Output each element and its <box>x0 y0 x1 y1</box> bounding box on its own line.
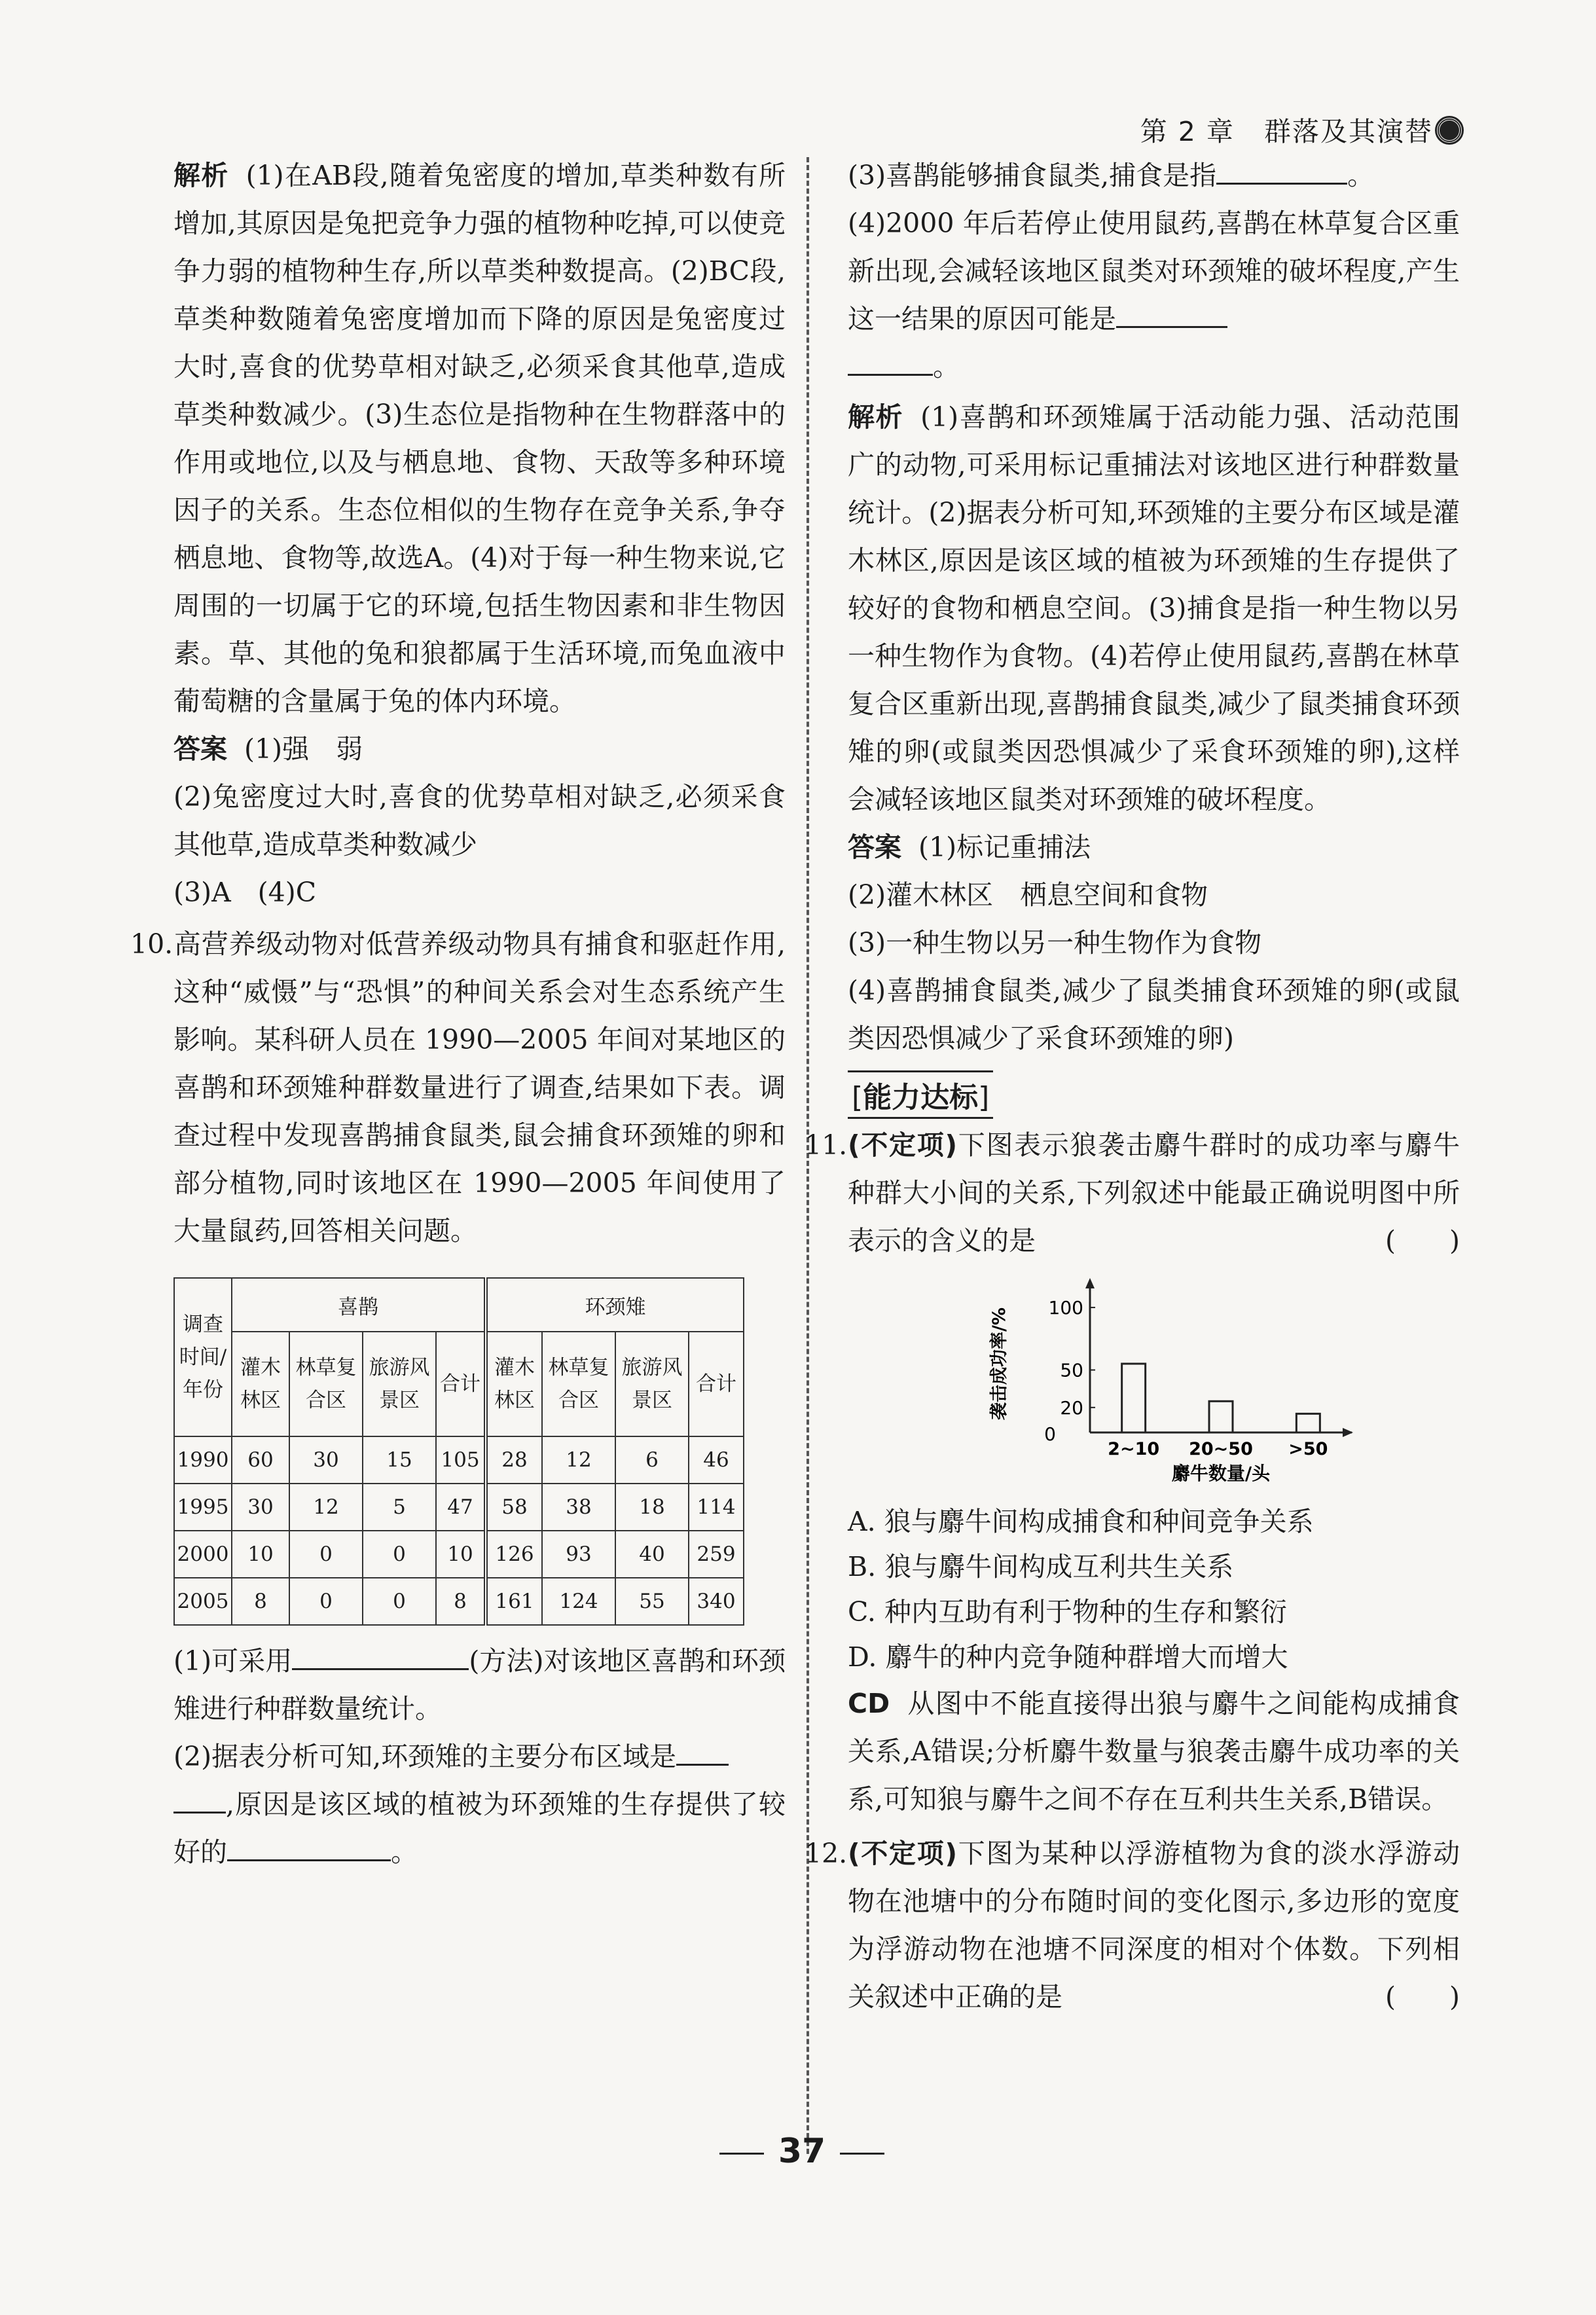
table-row: 1995 30 12 5 47 58 38 18 114 <box>174 1484 744 1531</box>
section-heading: [能力达标] <box>848 1070 993 1119</box>
q10-answer-line3: (3)一种生物以另一种生物作为食物 <box>848 927 1262 958</box>
subheader: 林草复合区 <box>289 1332 363 1436</box>
x-tick-label: >50 <box>1288 1439 1328 1459</box>
table-row: 1990 60 30 15 105 28 12 6 46 <box>174 1436 744 1484</box>
subheader: 合计 <box>689 1332 744 1436</box>
y-tick-label: 50 <box>1060 1359 1083 1381</box>
q9-answer-line2: (2)兔密度过大时,喜食的优势草相对缺乏,必须采食其他草,造成草类种数减少 <box>173 781 786 860</box>
subheader: 旅游风景区 <box>363 1332 436 1436</box>
q9-answer-line3: (3)A (4)C <box>173 877 317 908</box>
answer-blank[interactable] <box>676 1738 729 1766</box>
q10-stem: 10.高营养级动物对低营养级动物具有捕食和驱赶作用,这种“威慑”与“恐惧”的种间关系会对生态系统产生影响。某科研人员在 1990—2005 年间对某地区的喜鹊和环颈雉种群数量进行了调查,结果如下表。调查过程中发现喜鹊捕食鼠类,鼠会捕食环颈雉的卵和部分植物,同时该地区在 1990—2005 年间使用了大量鼠药,回答相关问题。 <box>130 928 786 1247</box>
x-axis-arrow <box>1343 1428 1353 1437</box>
y-tick-label: 100 <box>1048 1297 1083 1319</box>
q12-stem: 12.(不定项)下图为某种以浮游植物为食的淡水浮游动物在池塘中的分布随时间的变化图示,多边形的宽度为浮游动物在池塘不同深度的相对个体数。下列相关叙述中正确的是 ( ) <box>805 1838 1460 2013</box>
answer-blank[interactable] <box>173 1785 226 1814</box>
option-b[interactable]: B. 狼与麝牛间构成互利共生关系 <box>848 1551 1234 1582</box>
table-row: 2005 8 0 0 8 161 124 55 340 <box>174 1578 744 1625</box>
subheader: 灌木林区 <box>486 1332 542 1436</box>
y-tick-label: 0 <box>1044 1423 1056 1445</box>
answer-blank[interactable] <box>1116 300 1227 328</box>
answer-blank[interactable] <box>1216 156 1347 185</box>
subheader: 林草复合区 <box>542 1332 615 1436</box>
answer-blank[interactable] <box>227 1833 391 1861</box>
x-tick-label: 20~50 <box>1189 1439 1253 1459</box>
q11-stem: 11.(不定项)下图表示狼袭击麝牛群时的成功率与麝牛种群大小间的关系,下列叙述中能最正确说明图中所表示的含义的是 ( ) <box>805 1129 1460 1256</box>
right-column <box>805 152 1460 2021</box>
y-axis-label: 袭击成功率/% <box>989 1307 1009 1420</box>
q9-analysis: 解析 (1)在AB段,随着兔密度的增加,草类种数有所增加,其原因是兔把竞争力强的植物种吃掉,可以使竞争力弱的植物种生存,所以草类种数提高。(2)BC段,草类种数随着兔密度增加而下降的原因是兔密度过大时,喜食的优势草相对缺乏,必须采食其他草,造成草类种数减少。(3)生态位是指物种在生物群落中的作用或地位,以及与栖息地、食物、天敌等多种环境因子的关系。生态位相似的生物存在竞争关系,争夺栖息地、食物等,故选A。(4)对于每一种生物来说,它周围的一切属于它的环境,包括生物因素和非生物因素。草、其他的兔和狼都属于生活环境,而兔血液中葡萄糖的含量属于兔的体内环境。 <box>173 160 786 717</box>
subheader: 灌木林区 <box>232 1332 289 1436</box>
chapter-label: 第 2 章 <box>1140 116 1235 147</box>
page-header <box>1140 110 1462 149</box>
y-axis-arrow <box>1085 1278 1095 1288</box>
bar <box>1122 1364 1146 1432</box>
x-axis-label: 麝牛数量/头 <box>1171 1463 1271 1484</box>
bar <box>1209 1401 1233 1432</box>
table-row: 2000 10 0 0 10 126 93 40 259 <box>174 1531 744 1578</box>
bullet-icon <box>1437 118 1462 143</box>
y-tick-label: 20 <box>1060 1396 1083 1419</box>
population-table <box>173 1277 744 1626</box>
x-tick-label: 2~10 <box>1108 1439 1160 1459</box>
q10-sub2: (2)据表分析可知,环颈雉的主要分布区域是 ,原因是该区域的植被为环颈雉的生存提供了较好的 。 <box>173 1733 786 1876</box>
q9-answer: 答案 (1)强 弱 <box>173 733 363 765</box>
answer-blank[interactable] <box>292 1642 469 1670</box>
q10-answer-line2: (2)灌木林区 栖息空间和食物 <box>848 879 1208 911</box>
left-column <box>130 152 786 1876</box>
bar <box>1296 1413 1320 1432</box>
option-d[interactable]: D. 麝牛的种内竞争随种群增大而增大 <box>848 1641 1288 1673</box>
q10-answer: 答案 (1)标记重捕法 <box>848 831 1091 863</box>
option-a[interactable]: A. 狼与麝牛间构成捕食和种间竞争关系 <box>848 1506 1314 1537</box>
chapter-title: 群落及其演替 <box>1264 116 1433 147</box>
option-c[interactable]: C. 种内互助有利于物种的生存和繁衍 <box>848 1596 1287 1628</box>
page-number: 37 <box>694 2132 910 2171</box>
q10-sub3: (3)喜鹊能够捕食鼠类,捕食是指 。 <box>848 152 1460 200</box>
subheader: 合计 <box>436 1332 486 1436</box>
subheader: 旅游风景区 <box>615 1332 689 1436</box>
q10-answer-line4: (4)喜鹊捕食鼠类,减少了鼠类捕食环颈雉的卵(或鼠类因恐惧减少了采食环颈雉的卵) <box>848 975 1460 1054</box>
group-header-magpie: 喜鹊 <box>232 1278 486 1332</box>
answer-blank[interactable] <box>848 348 933 376</box>
q10-sub4: (4)2000 年后若停止使用鼠药,喜鹊在林草复合区重新出现,会减轻该地区鼠类对环颈雉的破坏程度,产生这一结果的原因可能是 。 <box>848 208 1460 382</box>
success-rate-chart <box>848 1275 1460 1494</box>
q10-sub1: (1)可采用 (方法)对该地区喜鹊和环颈雉进行种群数量统计。 <box>173 1637 786 1733</box>
bar-chart <box>848 1275 1460 1491</box>
table-corner: 调查时间/年份 <box>174 1278 232 1436</box>
group-header-pheasant: 环颈雉 <box>486 1278 744 1332</box>
q11-explanation: CD 从图中不能直接得出狼与麝牛之间能构成捕食关系,A错误;分析麝牛数量与狼袭击麝牛成功率的关系,可知狼与麝牛之间不存在互利共生关系,B错误。 <box>848 1688 1460 1815</box>
q10-analysis: 解析 (1)喜鹊和环颈雉属于活动能力强、活动范围广的动物,可采用标记重捕法对该地区进行种群数量统计。(2)据表分析可知,环颈雉的主要分布区域是灌木林区,原因是该区域的植被为环颈雉的生存提供了较好的食物和栖息空间。(3)捕食是指一种生物以另一种生物作为食物。(4)若停止使用鼠药,喜鹊在林草复合区重新出现,喜鹊捕食鼠类,减少了鼠类捕食环颈雉的卵(或鼠类因恐惧减少了采食环颈雉的卵),这样会减轻该地区鼠类对环颈雉的破坏程度。 <box>848 401 1460 815</box>
